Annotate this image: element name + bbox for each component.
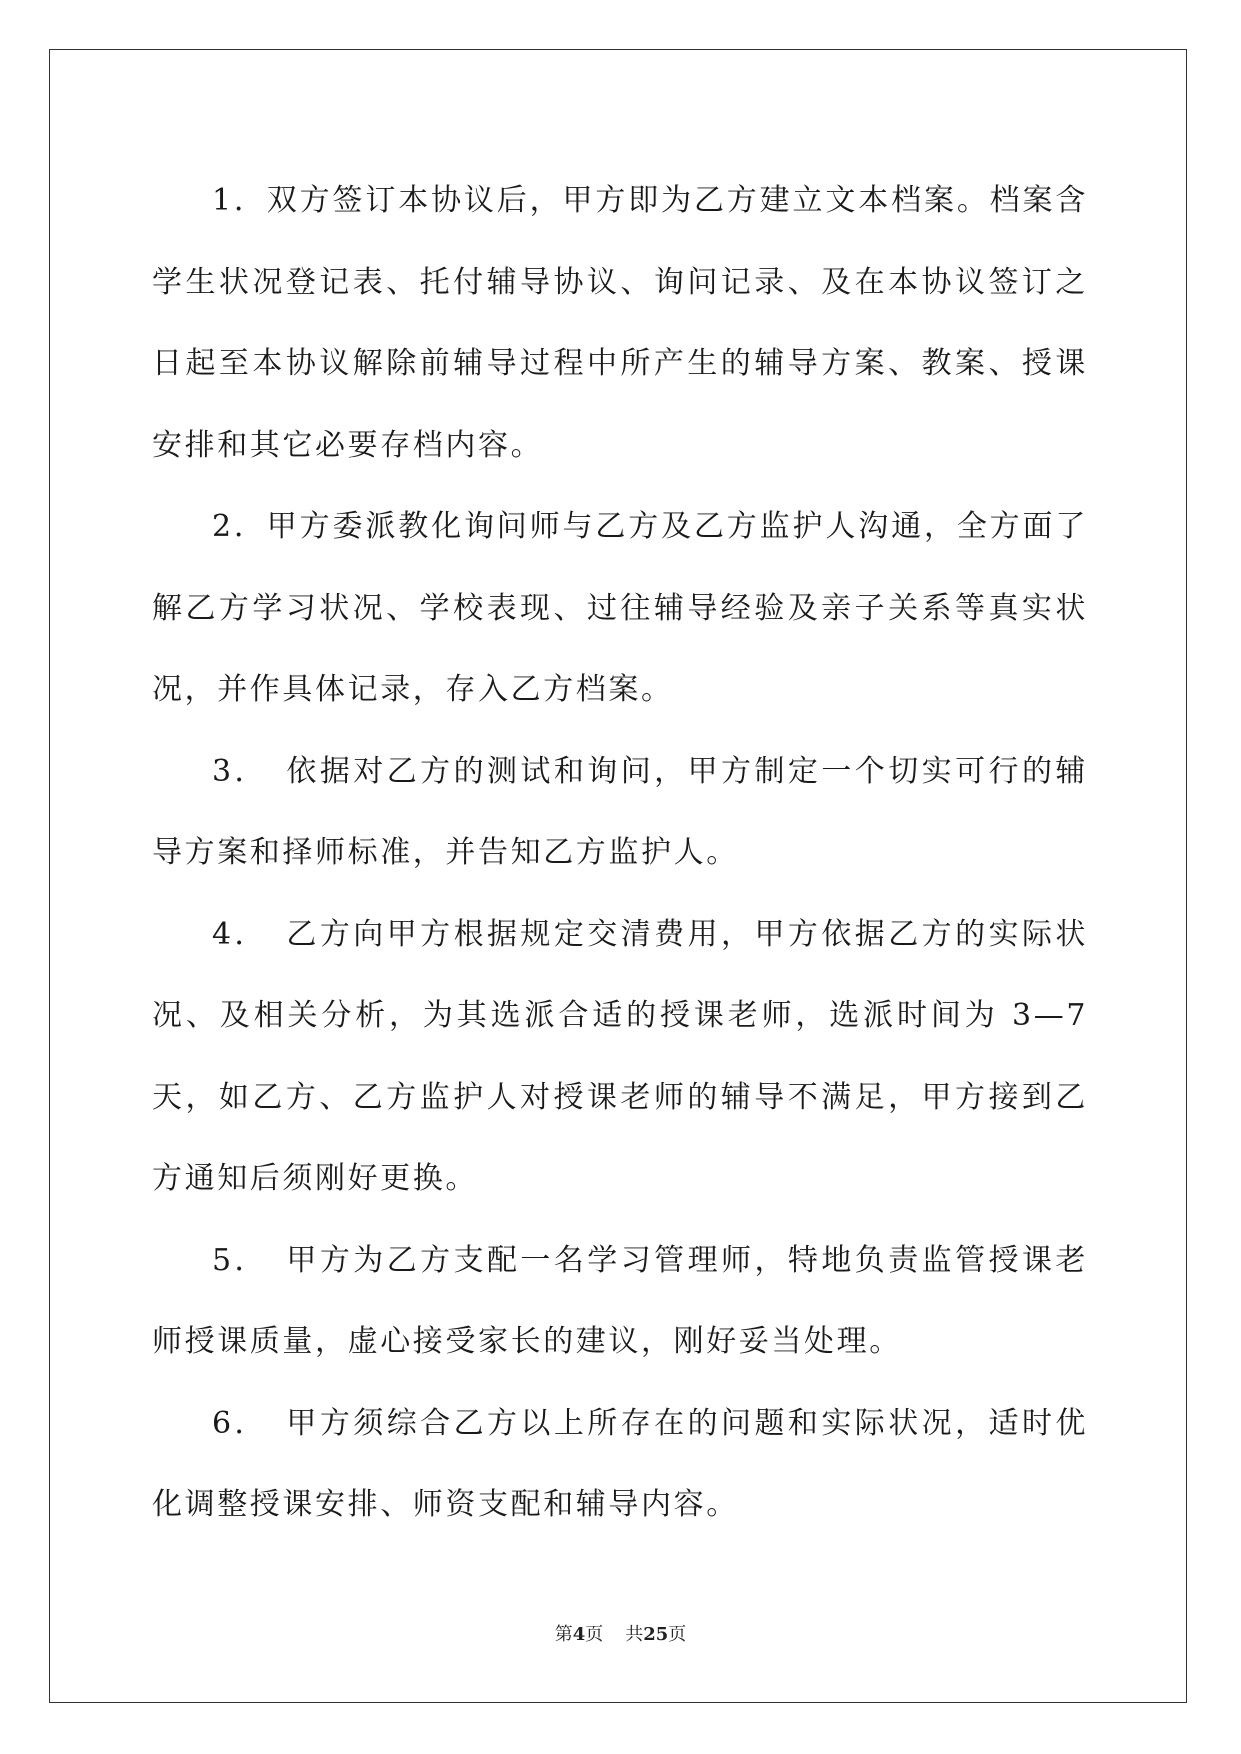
clause-paragraph-2: 2．甲方委派教化询问师与乙方及乙方监护人沟通，全方面了解乙方学习状况、学校表现、过往辅导经验及亲子关系等真实状况，并作具体记录，存入乙方档案。: [152, 509, 1088, 707]
total-prefix: 共: [625, 1624, 644, 1645]
total-suffix: 页: [668, 1624, 687, 1645]
page-suffix: 页: [585, 1624, 604, 1645]
clause-paragraph-4: 4． 乙方向甲方根据规定交清费用，甲方依据乙方的实际状况、及相关分析，为其选派合适的授课老师，选派时间为 3—7 天，如乙方、乙方监护人对授课老师的辅导不满足，甲方接到乙方通知后须刚好更换。: [152, 916, 1088, 1196]
clause-paragraph-1: 1．双方签订本协议后，甲方即为乙方建立文本档案。档案含学生状况登记表、托付辅导协议、询问记录、及在本协议签订之日起至本协议解除前辅导过程中所产生的辅导方案、教案、授课安排和其它必要存档内容。: [152, 183, 1088, 463]
page-prefix: 第: [554, 1624, 573, 1645]
page-footer: [0, 1620, 1241, 1646]
page-number: 4: [572, 1624, 586, 1645]
clause-paragraph-6: 6． 甲方须综合乙方以上所存在的问题和实际状况，适时优化调整授课安排、师资支配和辅导内容。: [152, 1405, 1088, 1522]
total-pages: 25: [643, 1624, 669, 1645]
clause-paragraph-3: 3． 依据对乙方的测试和询问，甲方制定一个切实可行的辅导方案和择师标准，并告知乙方监护人。: [152, 753, 1088, 870]
document-body: [152, 160, 1088, 1546]
clause-paragraph-5: 5． 甲方为乙方支配一名学习管理师，特地负责监管授课老师授课质量，虚心接受家长的建议，刚好妥当处理。: [152, 1242, 1088, 1359]
